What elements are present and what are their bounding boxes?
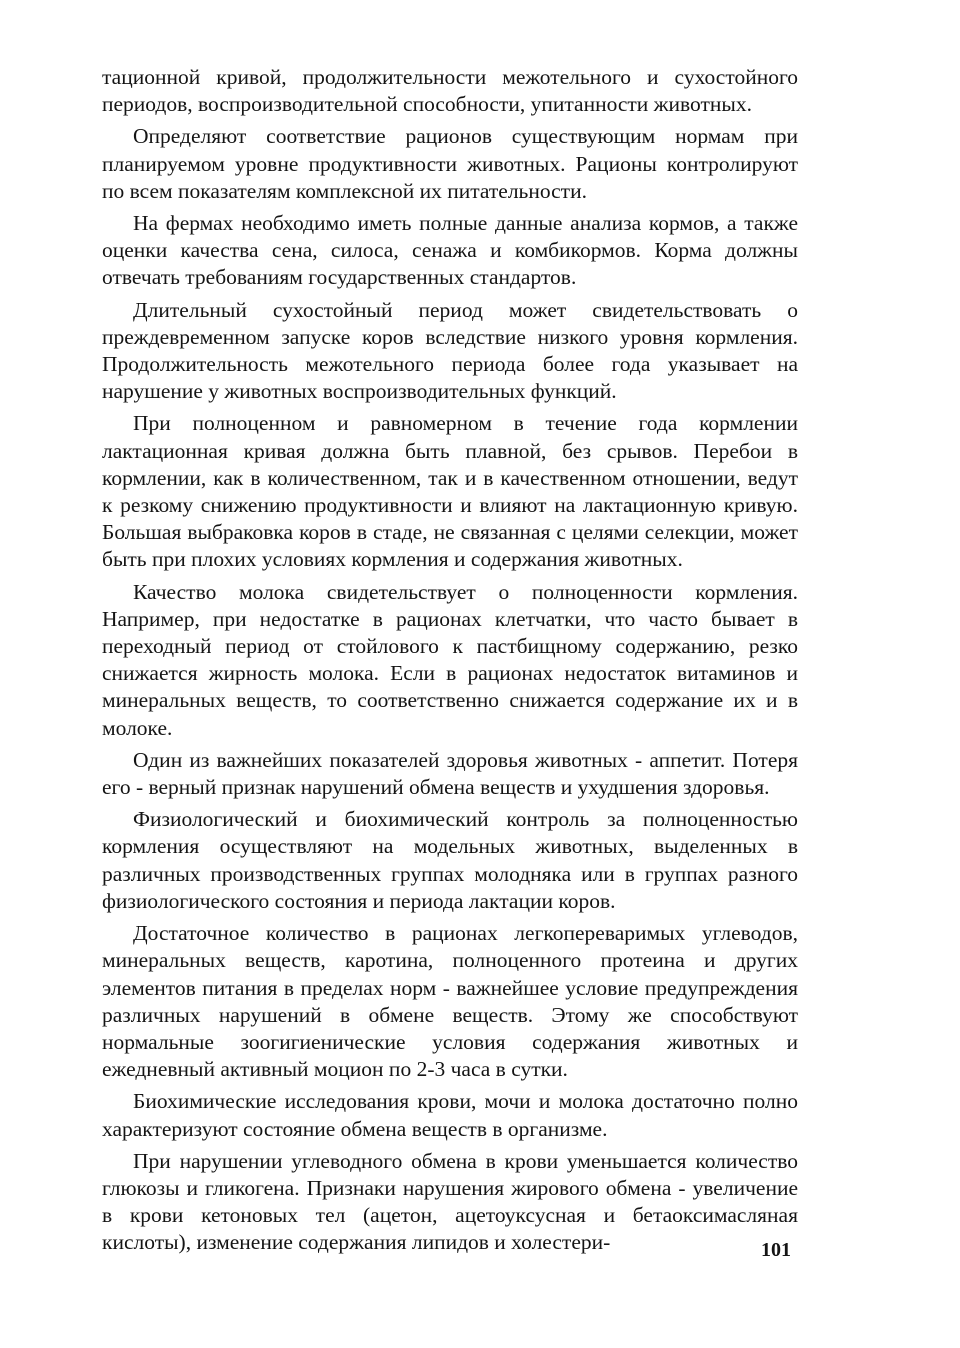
page-number: 101 [761, 1239, 791, 1261]
paragraph: Достаточное количество в рационах легкопереваримых углеводов, минеральных веществ, каротина, полноценного протеина и других элементов питания в пределах норм - важнейшее условие предупреждения различных нарушений в обмене веществ. Этому же способствуют нормальные зоогигиенические условия содержания животных и ежедневный активный моцион по 2-3 часа в сутки. [102, 921, 798, 1082]
paragraph-continued: тационной кривой, продолжительности межотельного и сухостойного периодов, воспроизводительной способности, упитанности животных. [102, 65, 798, 117]
paragraph: Биохимические исследования крови, мочи и молока достаточно полно характеризуют состояние обмена веществ в организме. [102, 1089, 798, 1141]
body-text [102, 64, 798, 1262]
paragraph: Качество молока свидетельствует о полноценности кормления. Например, при недостатке в рационах клетчатки, что часто бывает в переходный период от стойлового к пастбищному содержанию, резко снижается жирность молока. Если в рационах недостаток витаминов и минеральных веществ, то соответственно снижается содержание их и в молоке. [102, 579, 798, 740]
paragraph: Физиологический и биохимический контроль за полноценностью кормления осуществляют на модельных животных, выделенных в различных производственных группах молодняка или в группах разного физиологического состояния и периода лактации коров. [102, 807, 798, 913]
paragraph: Определяют соответствие рационов существующим нормам при планируемом уровне продуктивности животных. Рационы контролируют по всем показателям комплексной их питательности. [102, 124, 798, 203]
paragraph: При полноценном и равномерном в течение года кормлении лактационная кривая должна быть плавной, без срывов. Перебои в кормлении, как в количественном, так и в качественном отношении, ведут к резкому снижению продуктивности и влияют на лактационную кривую. Большая выбраковка коров в стаде, не связанная с целями селекции, может быть при плохих условиях кормления и содержания животных. [102, 411, 798, 572]
paragraph: Длительный сухостойный период может свидетельствовать о преждевременном запуске коров вследствие низкого уровня кормления. Продолжительность межотельного периода более года указывает на нарушение у животных воспроизводительных функций. [102, 297, 798, 404]
paragraph: Один из важнейших показателей здоровья животных - аппетит. Потеря его - верный признак нарушений обмена веществ и ухудшения здоровья. [102, 747, 798, 800]
paragraph: При нарушении углеводного обмена в крови уменьшается количество глюкозы и гликогена. Признаки нарушения жирового обмена - увеличение в крови кетоновых тел (ацетон, ацетоуксусная и бетаоксимасляная кислоты), изменение содержания липидов и холестери- [102, 1148, 798, 1255]
paragraph: На фермах необходимо иметь полные данные анализа кормов, а также оценки качества сена, силоса, сенажа и комбикормов. Корма должны отвечать требованиям государственных стандартов. [102, 211, 798, 290]
